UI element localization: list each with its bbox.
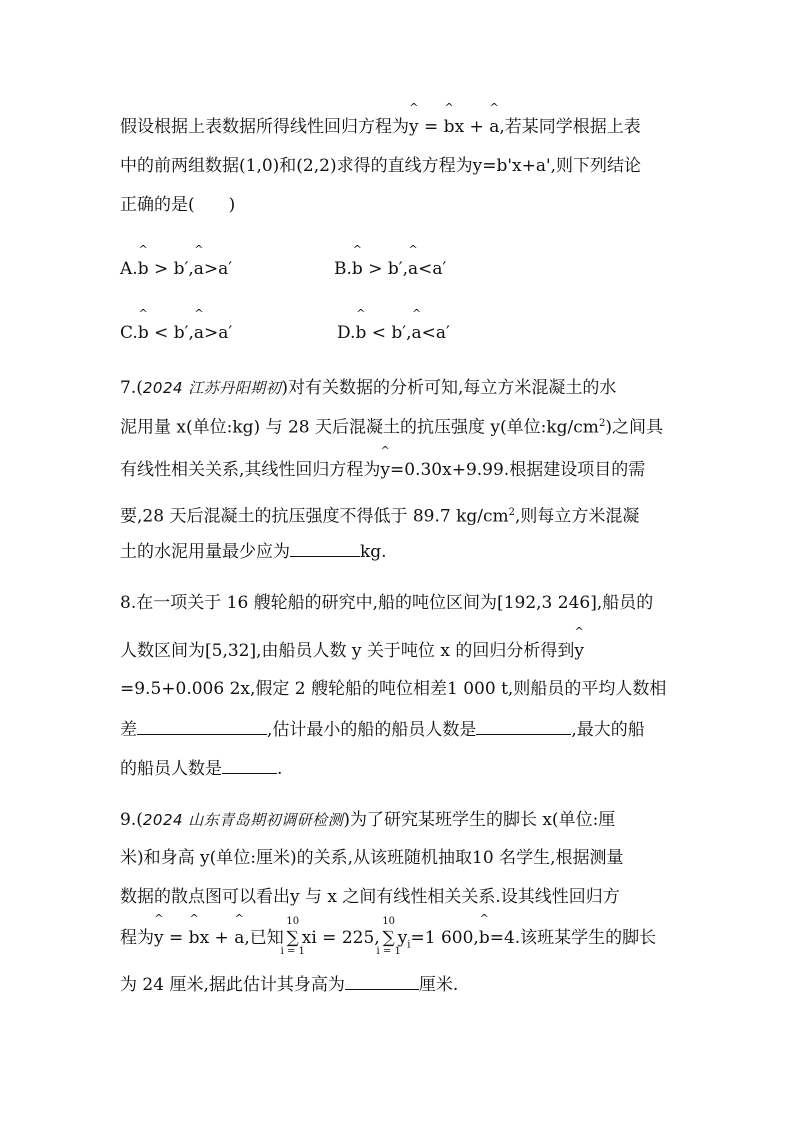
answer-blank[interactable] bbox=[290, 540, 360, 557]
q7-text: 有线性相关关系,其线性回归方程为 bbox=[120, 460, 381, 480]
q6-line-1 bbox=[120, 116, 641, 138]
q7-line-5 bbox=[120, 540, 387, 563]
q7-text: 7.( bbox=[120, 378, 143, 398]
q9-text: )为了研究某班学生的脚长 x(单位:厘 bbox=[343, 810, 616, 830]
subscript: i bbox=[407, 939, 411, 951]
option-text: < b′, bbox=[148, 323, 194, 343]
b-hat: ^ b bbox=[479, 927, 490, 949]
equals: = bbox=[163, 928, 189, 948]
option-text: >a′ bbox=[203, 259, 233, 279]
equals: = bbox=[418, 117, 444, 137]
option-label: B. bbox=[334, 259, 352, 279]
superscript: 2 bbox=[598, 418, 606, 429]
option-text: >a′ bbox=[204, 323, 233, 343]
y-hat: ^ y bbox=[154, 927, 164, 949]
q7-text: =0.30x+9.99.根据建设项目的需 bbox=[390, 460, 646, 480]
option-text: < b′, bbox=[366, 323, 412, 343]
sum-upper: 10 bbox=[286, 916, 300, 927]
a-hat: ^ a bbox=[489, 116, 499, 138]
q9-line-1 bbox=[120, 809, 615, 831]
option-text: <a′ bbox=[421, 323, 450, 343]
answer-blank[interactable] bbox=[476, 718, 571, 735]
answer-blank[interactable] bbox=[222, 757, 277, 774]
option-text: > b′, bbox=[362, 259, 408, 279]
q9-line-4 bbox=[120, 916, 657, 957]
q6-line-3: 正确的是( ) bbox=[120, 195, 236, 215]
b-hat: ^ b bbox=[352, 258, 363, 280]
q7-line-2 bbox=[120, 413, 663, 439]
q7-line-3 bbox=[120, 459, 645, 481]
q9-line-5 bbox=[120, 973, 458, 996]
q8-text: 差 bbox=[120, 720, 137, 740]
q7-text: 泥用量 x(单位:kg) 与 28 天后混凝土的抗压强度 y(单位:kg/cm bbox=[120, 417, 599, 438]
q9-text: 9.( bbox=[120, 810, 143, 830]
b-hat: ^ b bbox=[189, 927, 200, 949]
sum-lower: i = 1 bbox=[376, 946, 401, 957]
sum-lower: i = 1 bbox=[280, 946, 305, 957]
q7-text: )对有关数据的分析可知,每立方米混凝土的水 bbox=[281, 378, 617, 398]
q8-line-4 bbox=[120, 718, 645, 741]
q8-text: . bbox=[277, 759, 283, 779]
a-hat: ^ a bbox=[412, 322, 422, 344]
option-label: C. bbox=[120, 323, 138, 343]
sum-upper: 10 bbox=[382, 916, 396, 927]
option-text: <a′ bbox=[418, 259, 447, 279]
a-hat: ^ a bbox=[234, 927, 244, 949]
option-label: D. bbox=[337, 323, 356, 343]
b-hat: ^ b bbox=[138, 258, 149, 280]
sigma: ∑ bbox=[382, 928, 395, 948]
q6-line-2: 中的前两组数据(1,0)和(2,2)求得的直线方程为y=b'x+a',则下列结论 bbox=[120, 156, 642, 176]
y-hat: ^ y bbox=[409, 116, 419, 138]
sum-body: y bbox=[397, 928, 408, 948]
b-hat: ^ b bbox=[138, 322, 149, 344]
a-hat: ^ a bbox=[194, 258, 204, 280]
answer-blank[interactable] bbox=[137, 718, 267, 735]
sigma: ∑ bbox=[286, 928, 299, 948]
q9-line-2: 米)和身高 y(单位:厘米)的关系,从该班随机抽取10 名学生,根据测量 bbox=[120, 848, 624, 868]
option-text: > b′, bbox=[148, 259, 194, 279]
a-hat: ^ a bbox=[194, 322, 204, 344]
answer-blank[interactable] bbox=[345, 973, 419, 990]
source-tag: 2024 山东青岛期初调研检测 bbox=[142, 811, 344, 829]
q9-line-3: 数据的散点图可以看出y 与 x 之间有线性相关关系.设其线性回归方 bbox=[120, 887, 620, 907]
option-b[interactable] bbox=[334, 258, 446, 280]
y-hat: ^ y bbox=[380, 459, 390, 481]
q9-text: ,已知 bbox=[244, 928, 284, 948]
q8-line-3: =9.5+0.006 2x,假定 2 艘轮船的吨位相差1 000 t,则船员的平均人数相 bbox=[120, 679, 667, 699]
option-c[interactable] bbox=[120, 322, 232, 344]
source-tag: 2024 江苏丹阳期初 bbox=[142, 379, 282, 397]
x-term: x + bbox=[454, 117, 490, 137]
q9-text: =4.该班某学生的脚长 bbox=[489, 928, 657, 948]
superscript: 2 bbox=[508, 507, 516, 518]
q7-line-1 bbox=[120, 377, 616, 399]
q7-text: 要,28 天后混凝土的抗压强度不得低于 89.7 kg/cm bbox=[120, 506, 509, 527]
q8-text: 人数区间为[5,32],由船员人数 y 关于吨位 x 的回归分析得到 bbox=[120, 641, 575, 661]
q8-line-5 bbox=[120, 757, 282, 780]
q7-text: ,则每立方米混凝 bbox=[515, 506, 640, 527]
q6-text: 假设根据上表数据所得线性回归方程为 bbox=[120, 117, 409, 137]
q8-text: ,估计最小的船的船员人数是 bbox=[267, 720, 477, 740]
sum-body: xi = 225, bbox=[301, 928, 380, 948]
a-hat: ^ a bbox=[408, 258, 418, 280]
sum-symbol bbox=[280, 916, 305, 957]
q7-text: kg. bbox=[360, 542, 387, 562]
q8-text: ,最大的船 bbox=[571, 720, 645, 740]
option-d[interactable] bbox=[337, 322, 450, 344]
q8-text: 的船员人数是 bbox=[120, 759, 222, 779]
b-hat: ^ b bbox=[444, 116, 455, 138]
x-term: x + bbox=[199, 928, 235, 948]
q7-text: 土的水泥用量最少应为 bbox=[120, 542, 290, 562]
q8-line-2 bbox=[120, 640, 584, 662]
q7-line-4 bbox=[120, 502, 639, 528]
q7-text: )之间具 bbox=[605, 417, 663, 438]
q6-text: ,若某同学根据上表 bbox=[499, 117, 641, 137]
option-a[interactable] bbox=[120, 258, 232, 280]
option-label: A. bbox=[120, 259, 138, 279]
q9-text: 厘米. bbox=[418, 975, 459, 995]
sum-symbol bbox=[376, 916, 401, 957]
q9-text: =1 600, bbox=[410, 928, 479, 948]
y-hat: ^ y bbox=[574, 640, 584, 662]
b-hat: ^ b bbox=[355, 322, 366, 344]
q9-text: 为 24 厘米,据此估计其身高为 bbox=[120, 975, 345, 995]
q8-line-1: 8.在一项关于 16 艘轮船的研究中,船的吨位区间为[192,3 246],船员的 bbox=[120, 593, 654, 613]
q9-text: 程为 bbox=[120, 928, 154, 948]
